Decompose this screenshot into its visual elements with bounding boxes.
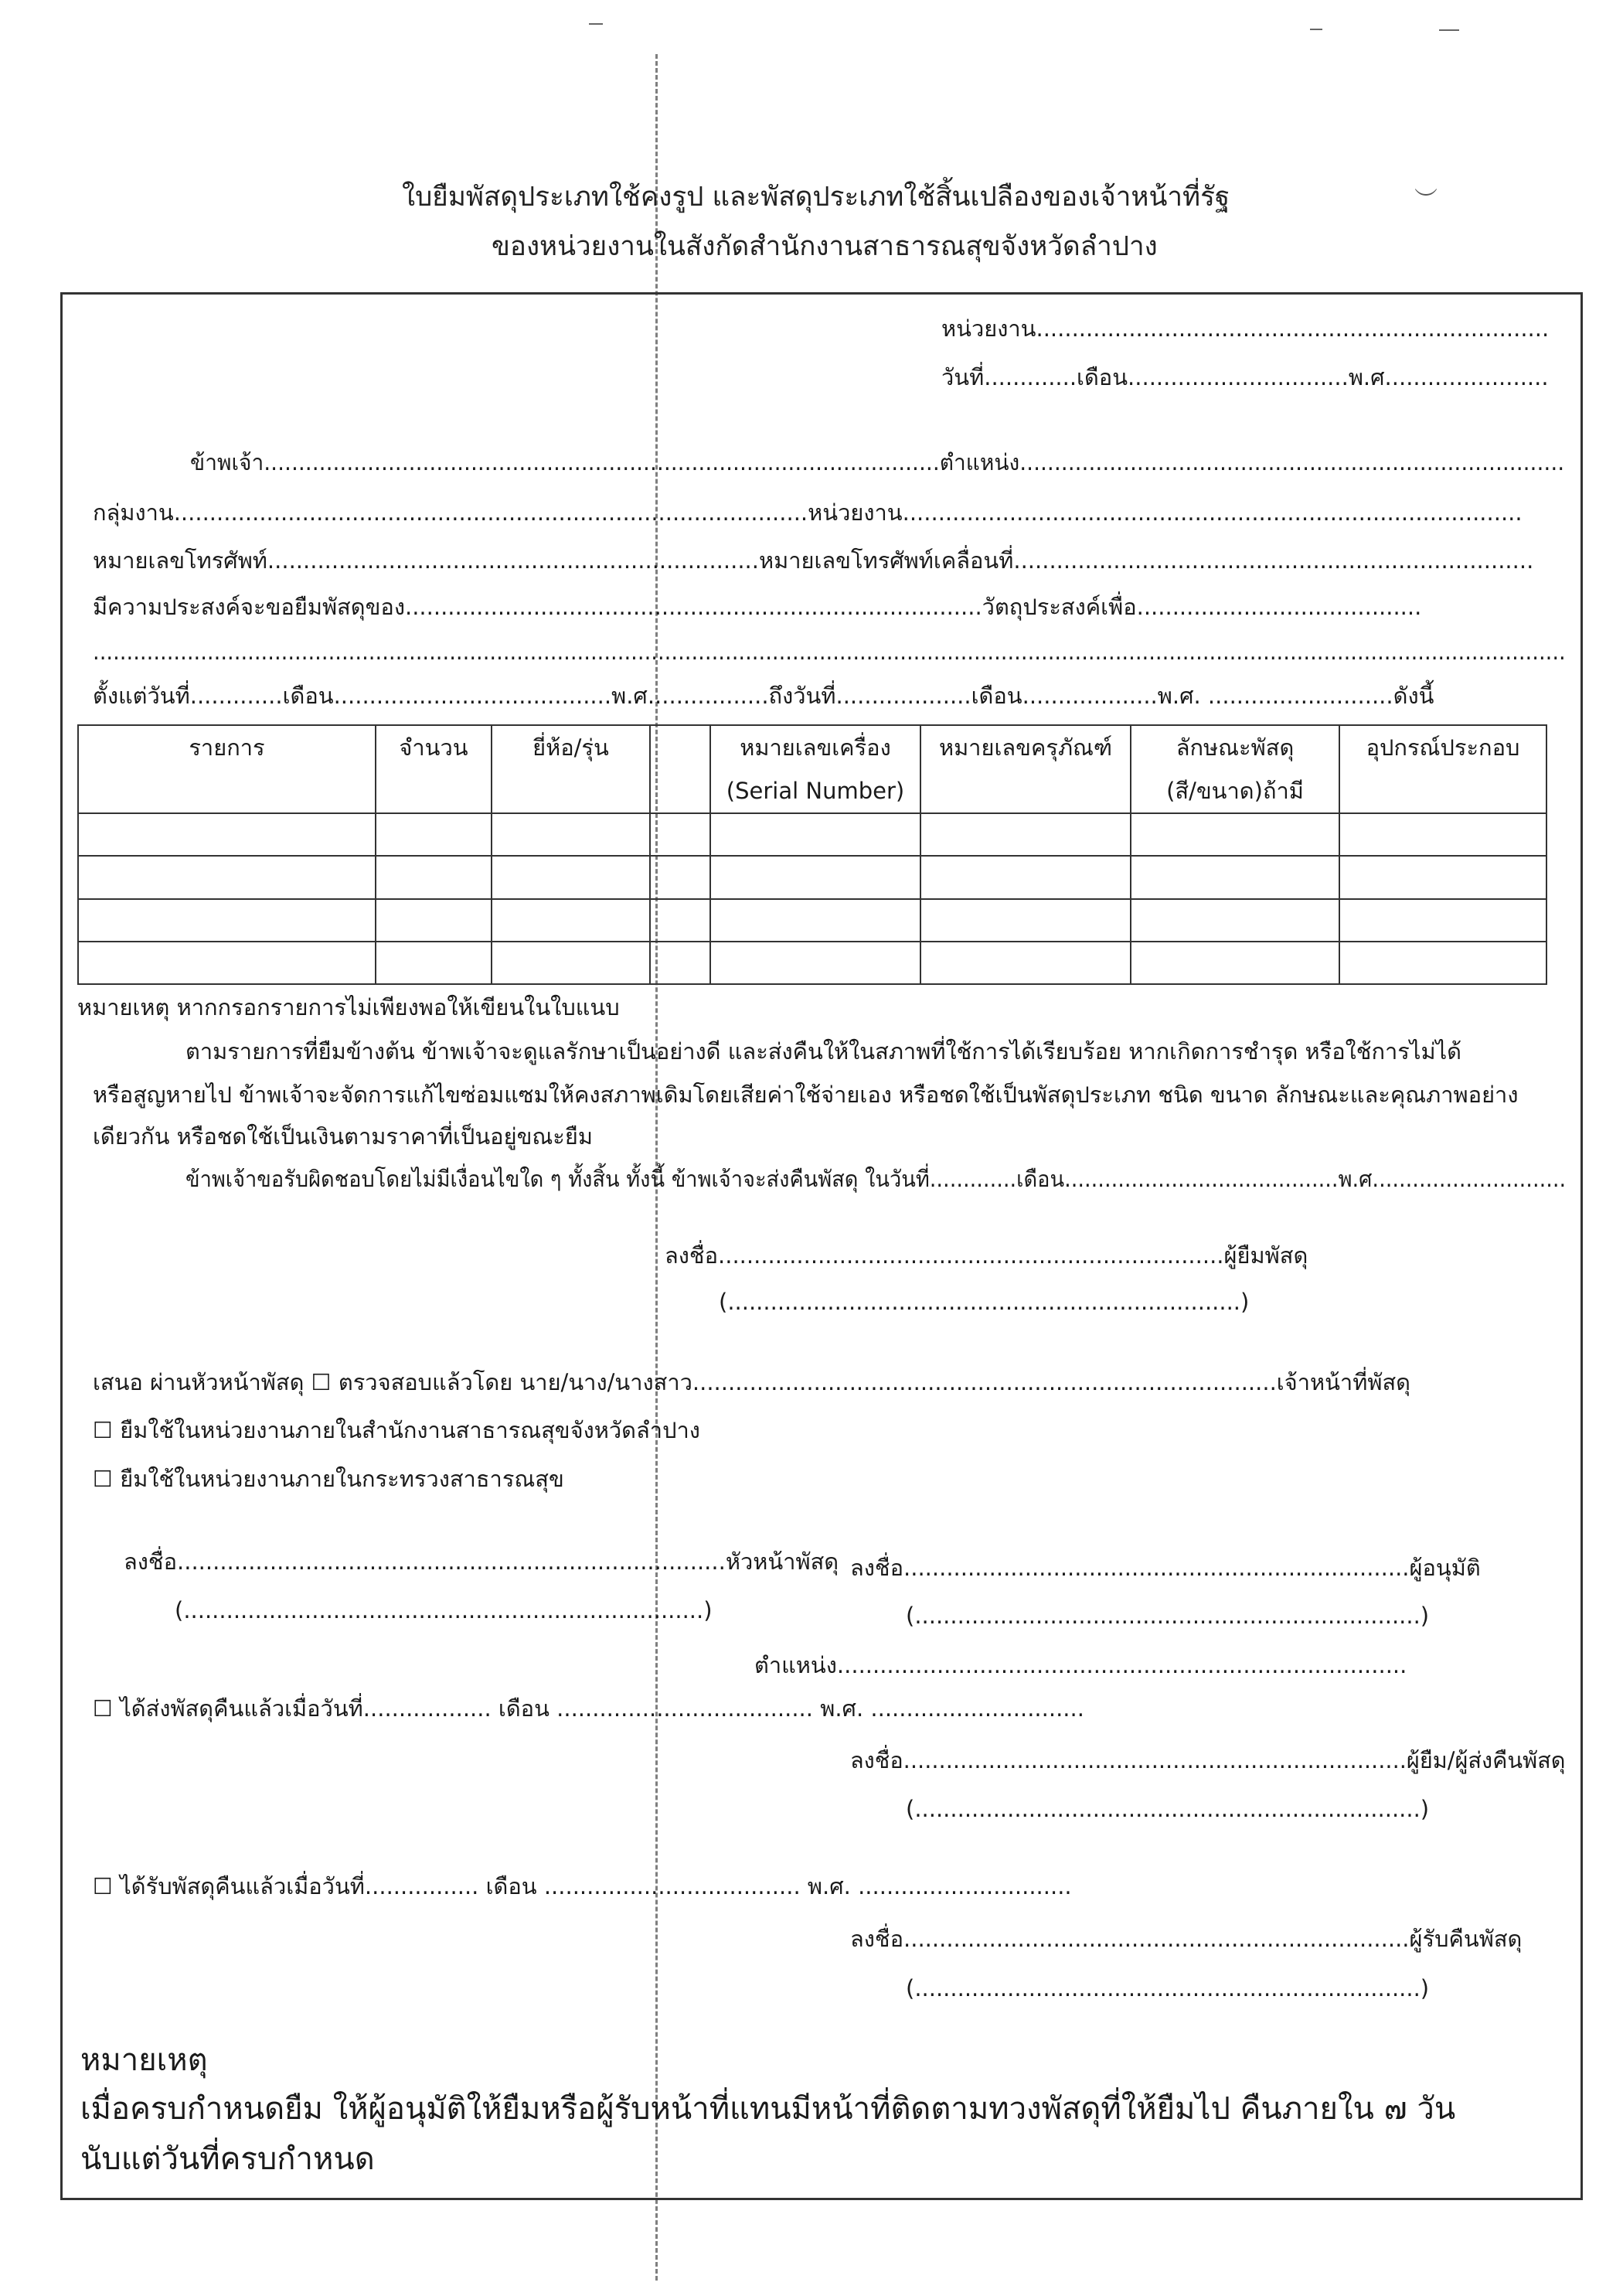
table-cell[interactable] — [78, 856, 376, 898]
form-subtitle: ของหน่วยงานในสังกัดสำนักงานสาธารณสุขจังหวัดลำปาง — [492, 231, 1158, 262]
option-ministry-checkbox[interactable]: ☐ ยืมใช้ในหน่วยงานภายในกระทรวงสาธารณสุข — [93, 1466, 564, 1492]
scan-mark — [1439, 29, 1459, 31]
scan-mark — [589, 23, 603, 25]
table-cell[interactable] — [376, 942, 492, 984]
chief-signature-field[interactable]: ลงชื่อ.............................................................................หัวหน้าพัสดุ — [124, 1548, 839, 1575]
received-date-checkbox[interactable]: ☐ ได้รับพัสดุคืนแล้วเมื่อวันที่................ เดือน .................................... พ.ศ. .............................. — [93, 1873, 1072, 1899]
table-cell[interactable] — [710, 899, 920, 942]
borrower-printed-name-field[interactable]: (........................................................................) — [719, 1289, 1250, 1315]
form-title: ใบยืมพัสดุประเภทใช้คงรูป และพัสดุประเภทใช้สิ้นเปลืองของเจ้าหน้าที่รัฐ — [402, 182, 1230, 213]
col-header-accessories: อุปกรณ์ประกอบ — [1339, 725, 1546, 813]
col-header-characteristics: ลักษณะพัสดุ (สี/ขนาด)ถ้ามี — [1131, 725, 1339, 813]
col-header-quantity: จำนวน — [376, 725, 492, 813]
approver-signature-field[interactable]: ลงชื่อ.......................................................................ผู้อนุมัติ — [850, 1555, 1481, 1581]
table-cell[interactable] — [1131, 899, 1339, 942]
pencil-mark: ︶ — [1414, 187, 1438, 214]
table-cell[interactable] — [1339, 813, 1546, 856]
return-date-field[interactable]: ข้าพเจ้าขอรับผิดชอบโดยไม่มีเงื่อนไขใด ๆ ทั้งสิ้น ทั้งนี้ ข้าพเจ้าจะส่งคืนพัสดุ ในวันที่.............เดือน.........................................พ.ศ............................. — [185, 1166, 1567, 1192]
table-cell[interactable] — [492, 942, 650, 984]
scan-mark — [1310, 29, 1322, 30]
purpose-continued-field[interactable]: ........................................................................................................................................................................................................................... — [93, 639, 1566, 665]
borrower-name-field[interactable]: ข้าพเจ้า..................................................................................................ตำแหน่ง............................................................................... — [190, 449, 1565, 475]
purpose-field[interactable]: มีความประสงค์จะขอยืมพัสดุของ.................................................................................วัตถุประสงค์เพื่อ........................................ — [93, 594, 1422, 620]
undertaking-line-2: หรือสูญหายไป ข้าพเจ้าจะจัดการแก้ไขซ่อมแซมให้คงสภาพเดิมโดยเสียค่าใช้จ่ายเอง หรือชดใช้เป็นพัสดุประเภท ชนิด ขนาด ลักษณะและคุณภาพอย่าง — [93, 1082, 1519, 1108]
col-header-brand-model: ยี่ห้อ/รุ่น — [492, 725, 650, 813]
returner-signature-field[interactable]: ลงชื่อ.......................................................................ผู้ยืม/ผู้ส่งคืนพัสดุ — [850, 1747, 1566, 1773]
remark-attachment-note: หมายเหตุ หากกรอกรายการไม่เพียงพอให้เขียนในใบแนบ — [77, 994, 620, 1020]
table-cell[interactable] — [78, 942, 376, 984]
table-cell[interactable] — [376, 813, 492, 856]
table-cell[interactable] — [920, 856, 1131, 898]
returner-printed-name-field[interactable]: (.......................................................................) — [906, 1796, 1430, 1822]
option-internal-office-checkbox[interactable]: ☐ ยืมใช้ในหน่วยงานภายในสำนักงานสาธารณสุขจังหวัดลำปาง — [93, 1417, 700, 1443]
table-row — [78, 899, 1546, 942]
table-cell[interactable] — [710, 813, 920, 856]
table-cell[interactable] — [1131, 856, 1339, 898]
phone-field[interactable]: หมายเลขโทรศัพท์.....................................................................หมายเลขโทรศัพท์เคลื่อนที่......................................................................... — [93, 547, 1534, 574]
proposal-line[interactable]: เสนอ ผ่านหัวหน้าพัสดุ ☐ ตรวจสอบแล้วโดย นาย/นาง/นางสาว..................................................................................เจ้าหน้าที่พัสดุ — [93, 1369, 1410, 1395]
receiver-printed-name-field[interactable]: (.......................................................................) — [906, 1975, 1430, 2001]
footer-remark-line-2: นับแต่วันที่ครบกำหนด — [80, 2141, 375, 2177]
chief-printed-name-field[interactable]: (.........................................................................) — [175, 1597, 713, 1623]
workgroup-field[interactable]: กลุ่มงาน.........................................................................................หน่วยงาน....................................................................................... — [93, 499, 1523, 526]
table-row — [78, 813, 1546, 856]
table-row — [78, 942, 1546, 984]
table-cell[interactable] — [710, 942, 920, 984]
receiver-signature-field[interactable]: ลงชื่อ.......................................................................ผู้รับคืนพัสดุ — [850, 1926, 1523, 1952]
col-header-asset-number: หมายเลขครุภัณฑ์ — [920, 725, 1131, 813]
table-cell[interactable] — [920, 813, 1131, 856]
footer-remark-title: หมายเหตุ — [80, 2042, 208, 2078]
items-table — [77, 724, 1547, 985]
table-cell[interactable] — [1339, 942, 1546, 984]
col-header-item: รายการ — [78, 725, 376, 813]
table-cell[interactable] — [1131, 942, 1339, 984]
table-cell[interactable] — [650, 813, 710, 856]
table-cell[interactable] — [376, 856, 492, 898]
date-field[interactable]: วันที่.............เดือน...............................พ.ศ....................... — [941, 364, 1549, 390]
table-cell[interactable] — [492, 899, 650, 942]
table-cell[interactable] — [710, 856, 920, 898]
table-cell[interactable] — [920, 942, 1131, 984]
table-cell[interactable] — [920, 899, 1131, 942]
table-cell[interactable] — [1339, 856, 1546, 898]
borrower-signature-field[interactable]: ลงชื่อ.......................................................................ผู้ยืมพัสดุ — [665, 1242, 1308, 1269]
unit-field[interactable]: หน่วยงาน........................................................................ — [941, 315, 1550, 342]
table-cell[interactable] — [650, 899, 710, 942]
footer-remark-line-1: เมื่อครบกำหนดยืม ให้ผู้อนุมัติให้ยืมหรือผู้รับหน้าที่แทนมีหน้าที่ติดตามทวงพัสดุที่ให้ยืมไป คืนภายใน ๗ วัน — [80, 2091, 1456, 2127]
col-header-blank — [650, 725, 710, 813]
table-cell[interactable] — [78, 813, 376, 856]
table-cell[interactable] — [376, 899, 492, 942]
returned-date-checkbox[interactable]: ☐ ได้ส่งพัสดุคืนแล้วเมื่อวันที่.................. เดือน .................................... พ.ศ. .............................. — [93, 1695, 1084, 1722]
table-cell[interactable] — [650, 942, 710, 984]
period-field[interactable]: ตั้งแต่วันที่.............เดือน.......................................พ.ศ.................ถึงวันที่...................เดือน...................พ.ศ. ..........................ดังนี้ — [93, 683, 1434, 709]
table-cell[interactable] — [650, 856, 710, 898]
table-cell[interactable] — [492, 856, 650, 898]
approver-printed-name-field[interactable]: (.......................................................................) — [906, 1603, 1430, 1629]
table-row — [78, 856, 1546, 898]
table-header-row — [78, 725, 1546, 813]
table-cell[interactable] — [1339, 899, 1546, 942]
table-cell[interactable] — [78, 899, 376, 942]
approver-position-field[interactable]: ตำแหน่ง................................................................................ — [754, 1652, 1407, 1678]
undertaking-line-1: ตามรายการที่ยืมข้างต้น ข้าพเจ้าจะดูแลรักษาเป็นอย่างดี และส่งคืนให้ในสภาพที่ใช้การได้เรียบร้อย หากเกิดการชำรุด หรือใช้การไม่ได้ — [185, 1038, 1461, 1065]
table-cell[interactable] — [1131, 813, 1339, 856]
undertaking-line-3: เดียวกัน หรือชดใช้เป็นเงินตามราคาที่เป็นอยู่ขณะยืม — [93, 1123, 593, 1150]
table-cell[interactable] — [492, 813, 650, 856]
col-header-serial: หมายเลขเครื่อง (Serial Number) — [710, 725, 920, 813]
